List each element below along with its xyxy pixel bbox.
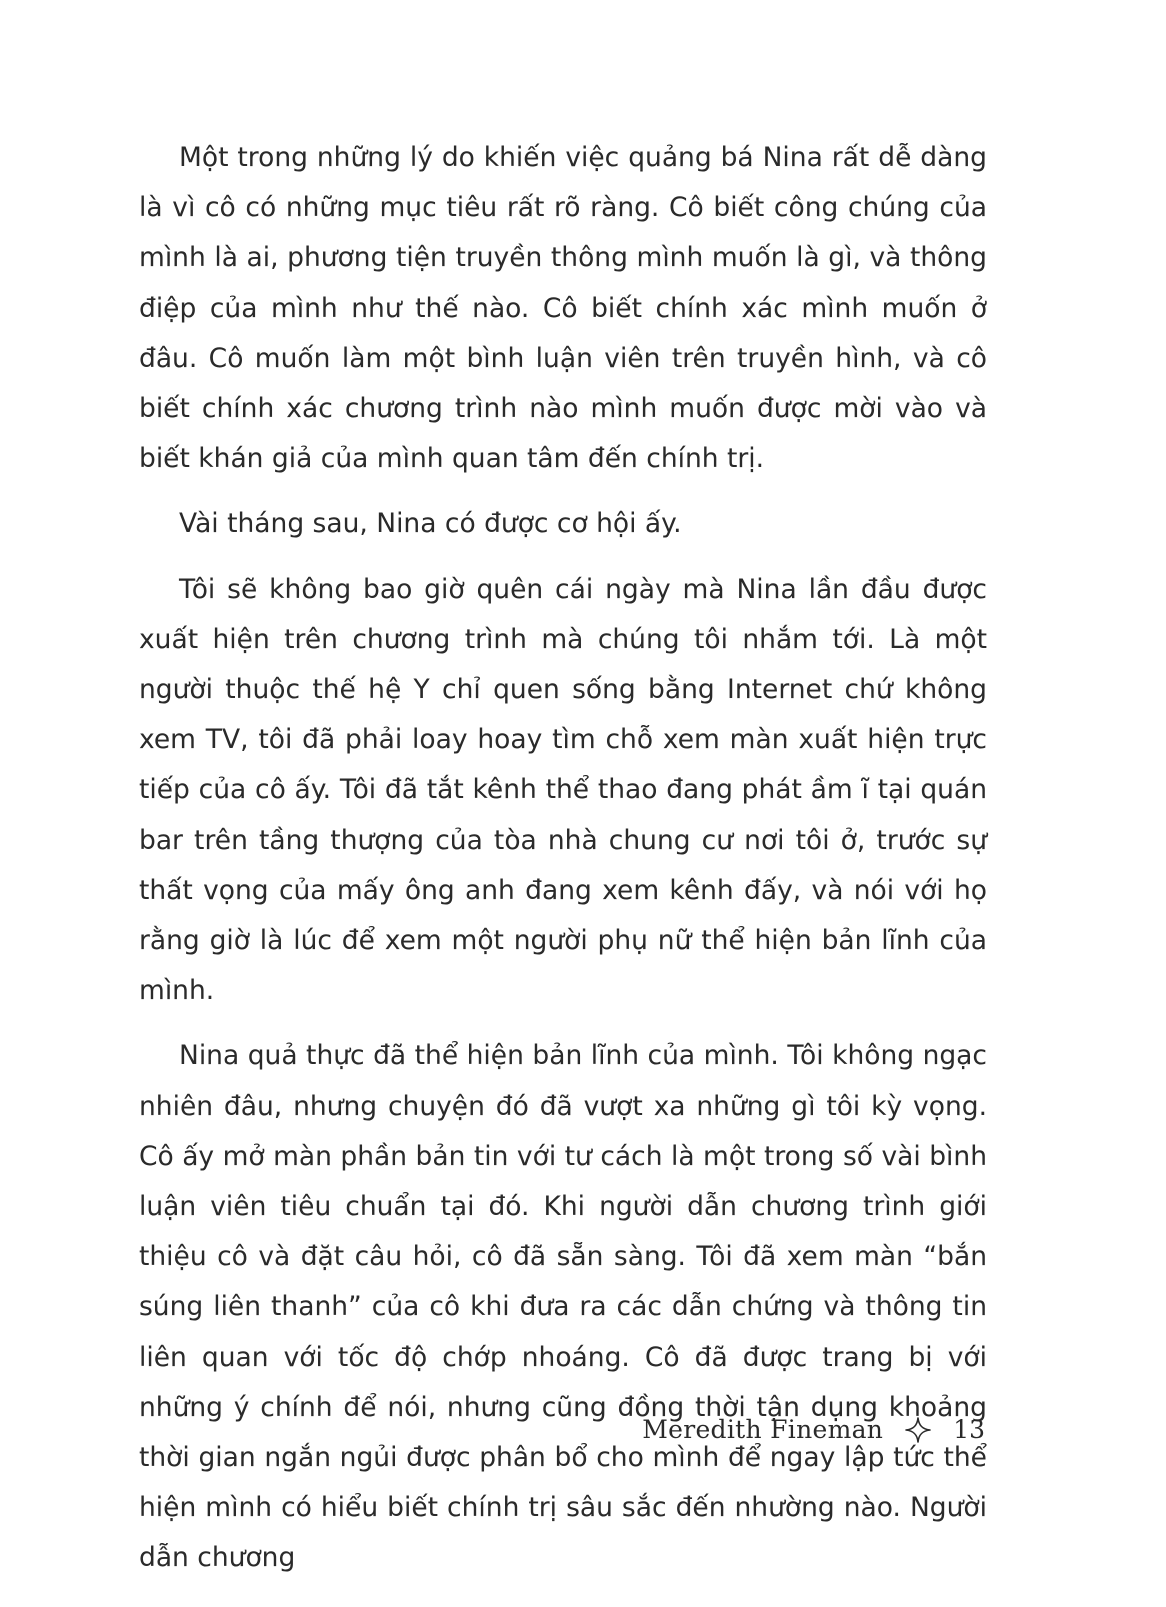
paragraph-3: Tôi sẽ không bao giờ quên cái ngày mà Nina lần đầu được xuất hiện trên chương trình mà chúng tôi nhắm tới. Là một người thuộc thế hệ Y chỉ quen sống bằng Internet chứ không xem TV, tôi đã phải loay hoay tìm chỗ xem màn xuất hiện trực tiếp của cô ấy. Tôi đã tắt kênh thể thao đang phát ầm ĩ tại quán bar trên tầng thượng của tòa nhà chung cư nơi tôi ở, trước sự thất vọng của mấy ông anh đang xem kênh đấy, và nói với họ rằng giờ là lúc để xem một người phụ nữ thể hiện bản lĩnh của mình.	[139, 573, 987, 1007]
four-point-star-icon	[905, 1417, 931, 1443]
paragraph-2: Vài tháng sau, Nina có được cơ hội ấy.	[179, 508, 682, 540]
paragraph-4: Nina quả thực đã thể hiện bản lĩnh của mình. Tôi không ngạc nhiên đâu, nhưng chuyện đó đã vượt xa những gì tôi kỳ vọng. Cô ấy mở màn phần bản tin với tư cách là một trong số vài bình luận viên tiêu chuẩn tại đó. Khi người dẫn chương trình giới thiệu cô và đặt câu hỏi, cô đã sẵn sàng. Tôi đã xem màn “bắn súng liên thanh” của cô khi đưa ra các dẫn chứng và thông tin liên quan với tốc độ chớp nhoáng. Cô đã được trang bị với những ý chính để nói, nhưng cũng đồng thời tận dụng khoảng thời gian ngắn ngủi được phân bổ cho mình để ngay lập tức thể hiện mình có hiểu biết chính trị sâu sắc đến nhường nào. Người dẫn chương	[139, 1040, 987, 1574]
body-text	[139, 133, 987, 1584]
paragraph-1: Một trong những lý do khiến việc quảng bá Nina rất dễ dàng là vì cô có những mục tiêu rất rõ ràng. Cô biết công chúng của mình là ai, phương tiện truyền thông mình muốn là gì, và thông điệp của mình như thế nào. Cô biết chính xác mình muốn ở đâu. Cô muốn làm một bình luận viên trên truyền hình, và cô biết chính xác chương trình nào mình muốn được mời vào và biết khán giả của mình quan tâm đến chính trị.	[139, 142, 987, 475]
page-footer	[642, 1415, 985, 1444]
footer-author: Meredith Fineman	[642, 1415, 884, 1444]
page-number: 13	[953, 1415, 985, 1444]
